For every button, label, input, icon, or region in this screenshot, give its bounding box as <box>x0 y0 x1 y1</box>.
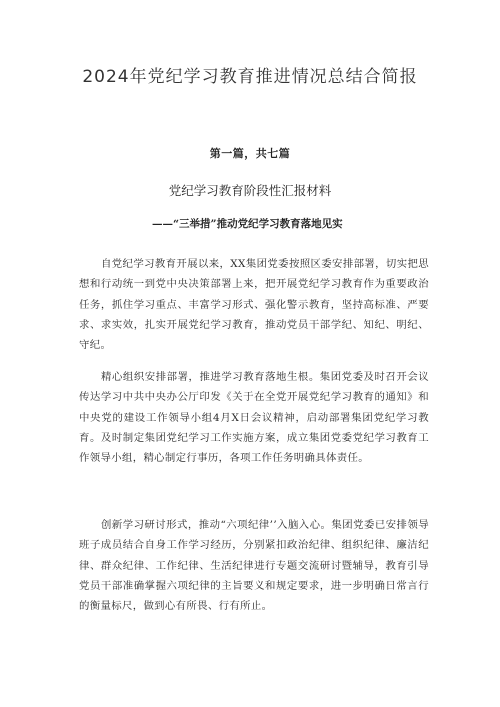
report-heading: 党纪学习教育阶段性汇报材料 <box>168 183 332 198</box>
document-title: 2024年党纪学习教育推进情况总结合简报 <box>82 67 418 87</box>
report-subheading: ——“三举措”推动党纪学习教育落地见实 <box>152 218 343 230</box>
section-label: 第一篇，共七篇 <box>209 147 291 160</box>
paragraph: 自党纪学习教育开展以来，XX集团党委按照区委安排部署，切实把思想和行动统一到党中央决策部署上来，把开展党纪学习教育作为重要政治任务，抓住学习重点、丰富学习形式、强化警示教育，坚持高标准、严要求、求实效，扎实开展党纪学习教育，推动党员干部学纪、知纪、明纪、守纪。 <box>79 258 429 352</box>
paragraph: 创新学习研讨形式，推动“六项纪律’’入脑入心。集团党委已安排领导班子成员结合自身工作学习经历，分别紧扣政治纪律、组织纪律、廉洁纪律、群众纪律、工作纪律、生活纪律进行专题交流研讨暨辅导，教育引导党员干部准确掌握六项纪律的主旨要义和规定要求，进一步明确日常言行的衡量标尺，做到心有所畏、行有所止。 <box>79 519 429 613</box>
paragraph: 精心组织安排部署，推进学习教育落地生根。集团党委及时召开会议传达学习中共中央办公厅印发《关于在全党开展党纪学习教育的通知》和中央党的建设工作领导小组4月X日会议精神，启动部署集团党纪学习教育。及时制定集团党纪学习工作实施方案，成立集团党委党纪学习教育工作领导小组，精心制定行事历，各项工作任务明确具体责任。 <box>79 371 429 465</box>
